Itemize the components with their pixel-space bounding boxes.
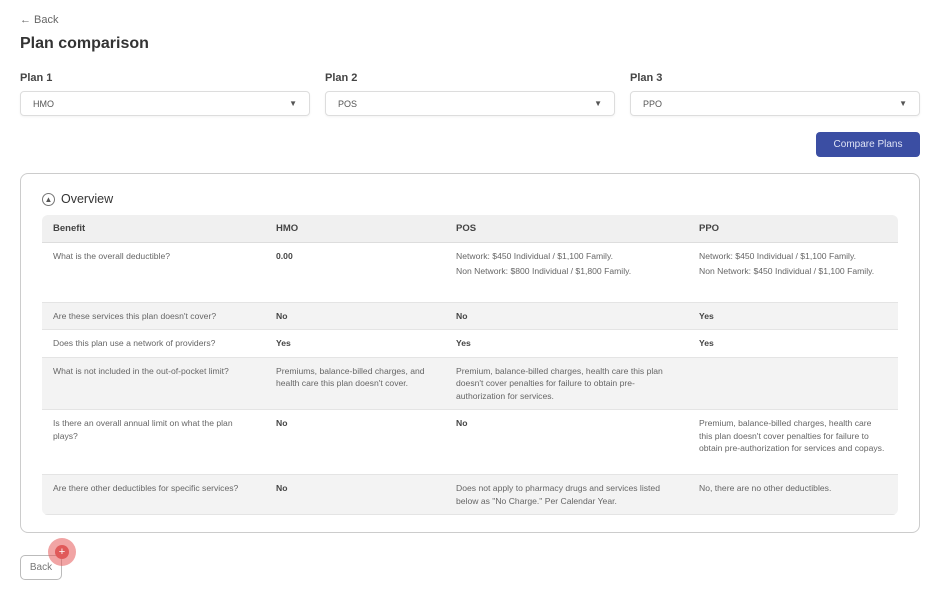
plan-cell: No: [265, 475, 445, 515]
cell-line: Non Network: $800 Individual / $1,800 Family.: [456, 266, 632, 276]
plan-cell: No: [265, 302, 445, 330]
plan-cell: Yes: [445, 330, 688, 358]
table-row: [42, 242, 898, 302]
plan-cell: Premiums, balance-billed charges, and health care this plan doesn't cover.: [265, 357, 445, 410]
cell-line: Network: $450 Individual / $1,100 Family.: [699, 250, 856, 261]
benefit-cell: Are there other deductibles for specific services?: [42, 475, 265, 515]
cell-line: Network: $450 Individual / $1,100 Family.: [456, 250, 613, 261]
table-row: [42, 357, 898, 410]
caret-down-icon: ▼: [289, 99, 297, 108]
comparison-table: [42, 215, 898, 515]
plan-cell: Premium, balance-billed charges, health care this plan doesn't cover penalties for failure to obtain pre-authorization for services and copays.: [688, 410, 898, 475]
plan-cell: [688, 242, 898, 302]
table-row: [42, 302, 898, 330]
plan-2-value: POS: [338, 98, 358, 109]
plan-3-label: Plan 3: [630, 72, 663, 84]
table-row: [42, 330, 898, 358]
plan-cell: Yes: [688, 302, 898, 330]
page-title: Plan comparison: [20, 35, 149, 52]
back-link[interactable]: ← Back: [20, 14, 59, 26]
plan-cell: No: [265, 410, 445, 475]
click-indicator: [48, 538, 76, 566]
benefit-cell: What is not included in the out-of-pocket limit?: [42, 357, 265, 410]
plan-cell: No, there are no other deductibles.: [688, 475, 898, 515]
column-header: Benefit: [42, 215, 265, 242]
plan-2-label: Plan 2: [325, 72, 358, 84]
plan-1-value: HMO: [33, 98, 54, 109]
plus-icon: +: [55, 545, 69, 559]
plan-1-select[interactable]: [20, 91, 310, 116]
plan-cell: Yes: [688, 330, 898, 358]
plan-2-select[interactable]: [325, 91, 615, 116]
chevron-up-circle-icon: ▲: [42, 193, 55, 206]
plan-cell: 0.00: [265, 242, 445, 302]
cell-line: Non Network: $450 Individual / $1,100 Family.: [699, 266, 875, 276]
plan-3-value: PPO: [643, 98, 663, 109]
benefit-cell: What is the overall deductible?: [42, 242, 265, 302]
caret-down-icon: ▼: [594, 99, 602, 108]
table-row: [42, 475, 898, 515]
column-header: PPO: [688, 215, 898, 242]
table-row: [42, 410, 898, 475]
back-button[interactable]: Back: [20, 555, 62, 580]
plan-cell: Premium, balance-billed charges, health care this plan doesn't cover penalties for failure to obtain pre-authorization for services.: [445, 357, 688, 410]
plan-3-select[interactable]: [630, 91, 920, 116]
column-header: HMO: [265, 215, 445, 242]
plan-cell: No: [445, 410, 688, 475]
plan-cell: [445, 242, 688, 302]
plan-1-label: Plan 1: [20, 72, 53, 84]
plan-cell: [688, 357, 898, 410]
plan-cell: Does not apply to pharmacy drugs and services listed below as "No Charge." Per Calendar Year.: [445, 475, 688, 515]
compare-plans-button[interactable]: Compare Plans: [816, 132, 920, 157]
plan-cell: Yes: [265, 330, 445, 358]
column-header: POS: [445, 215, 688, 242]
benefit-cell: Does this plan use a network of providers?: [42, 330, 265, 358]
plan-cell: No: [445, 302, 688, 330]
benefit-cell: Are these services this plan doesn't cover?: [42, 302, 265, 330]
benefit-cell: Is there an overall annual limit on what the plan plays?: [42, 410, 265, 475]
overview-title: Overview: [61, 192, 114, 206]
overview-toggle[interactable]: [42, 192, 113, 206]
caret-down-icon: ▼: [899, 99, 907, 108]
